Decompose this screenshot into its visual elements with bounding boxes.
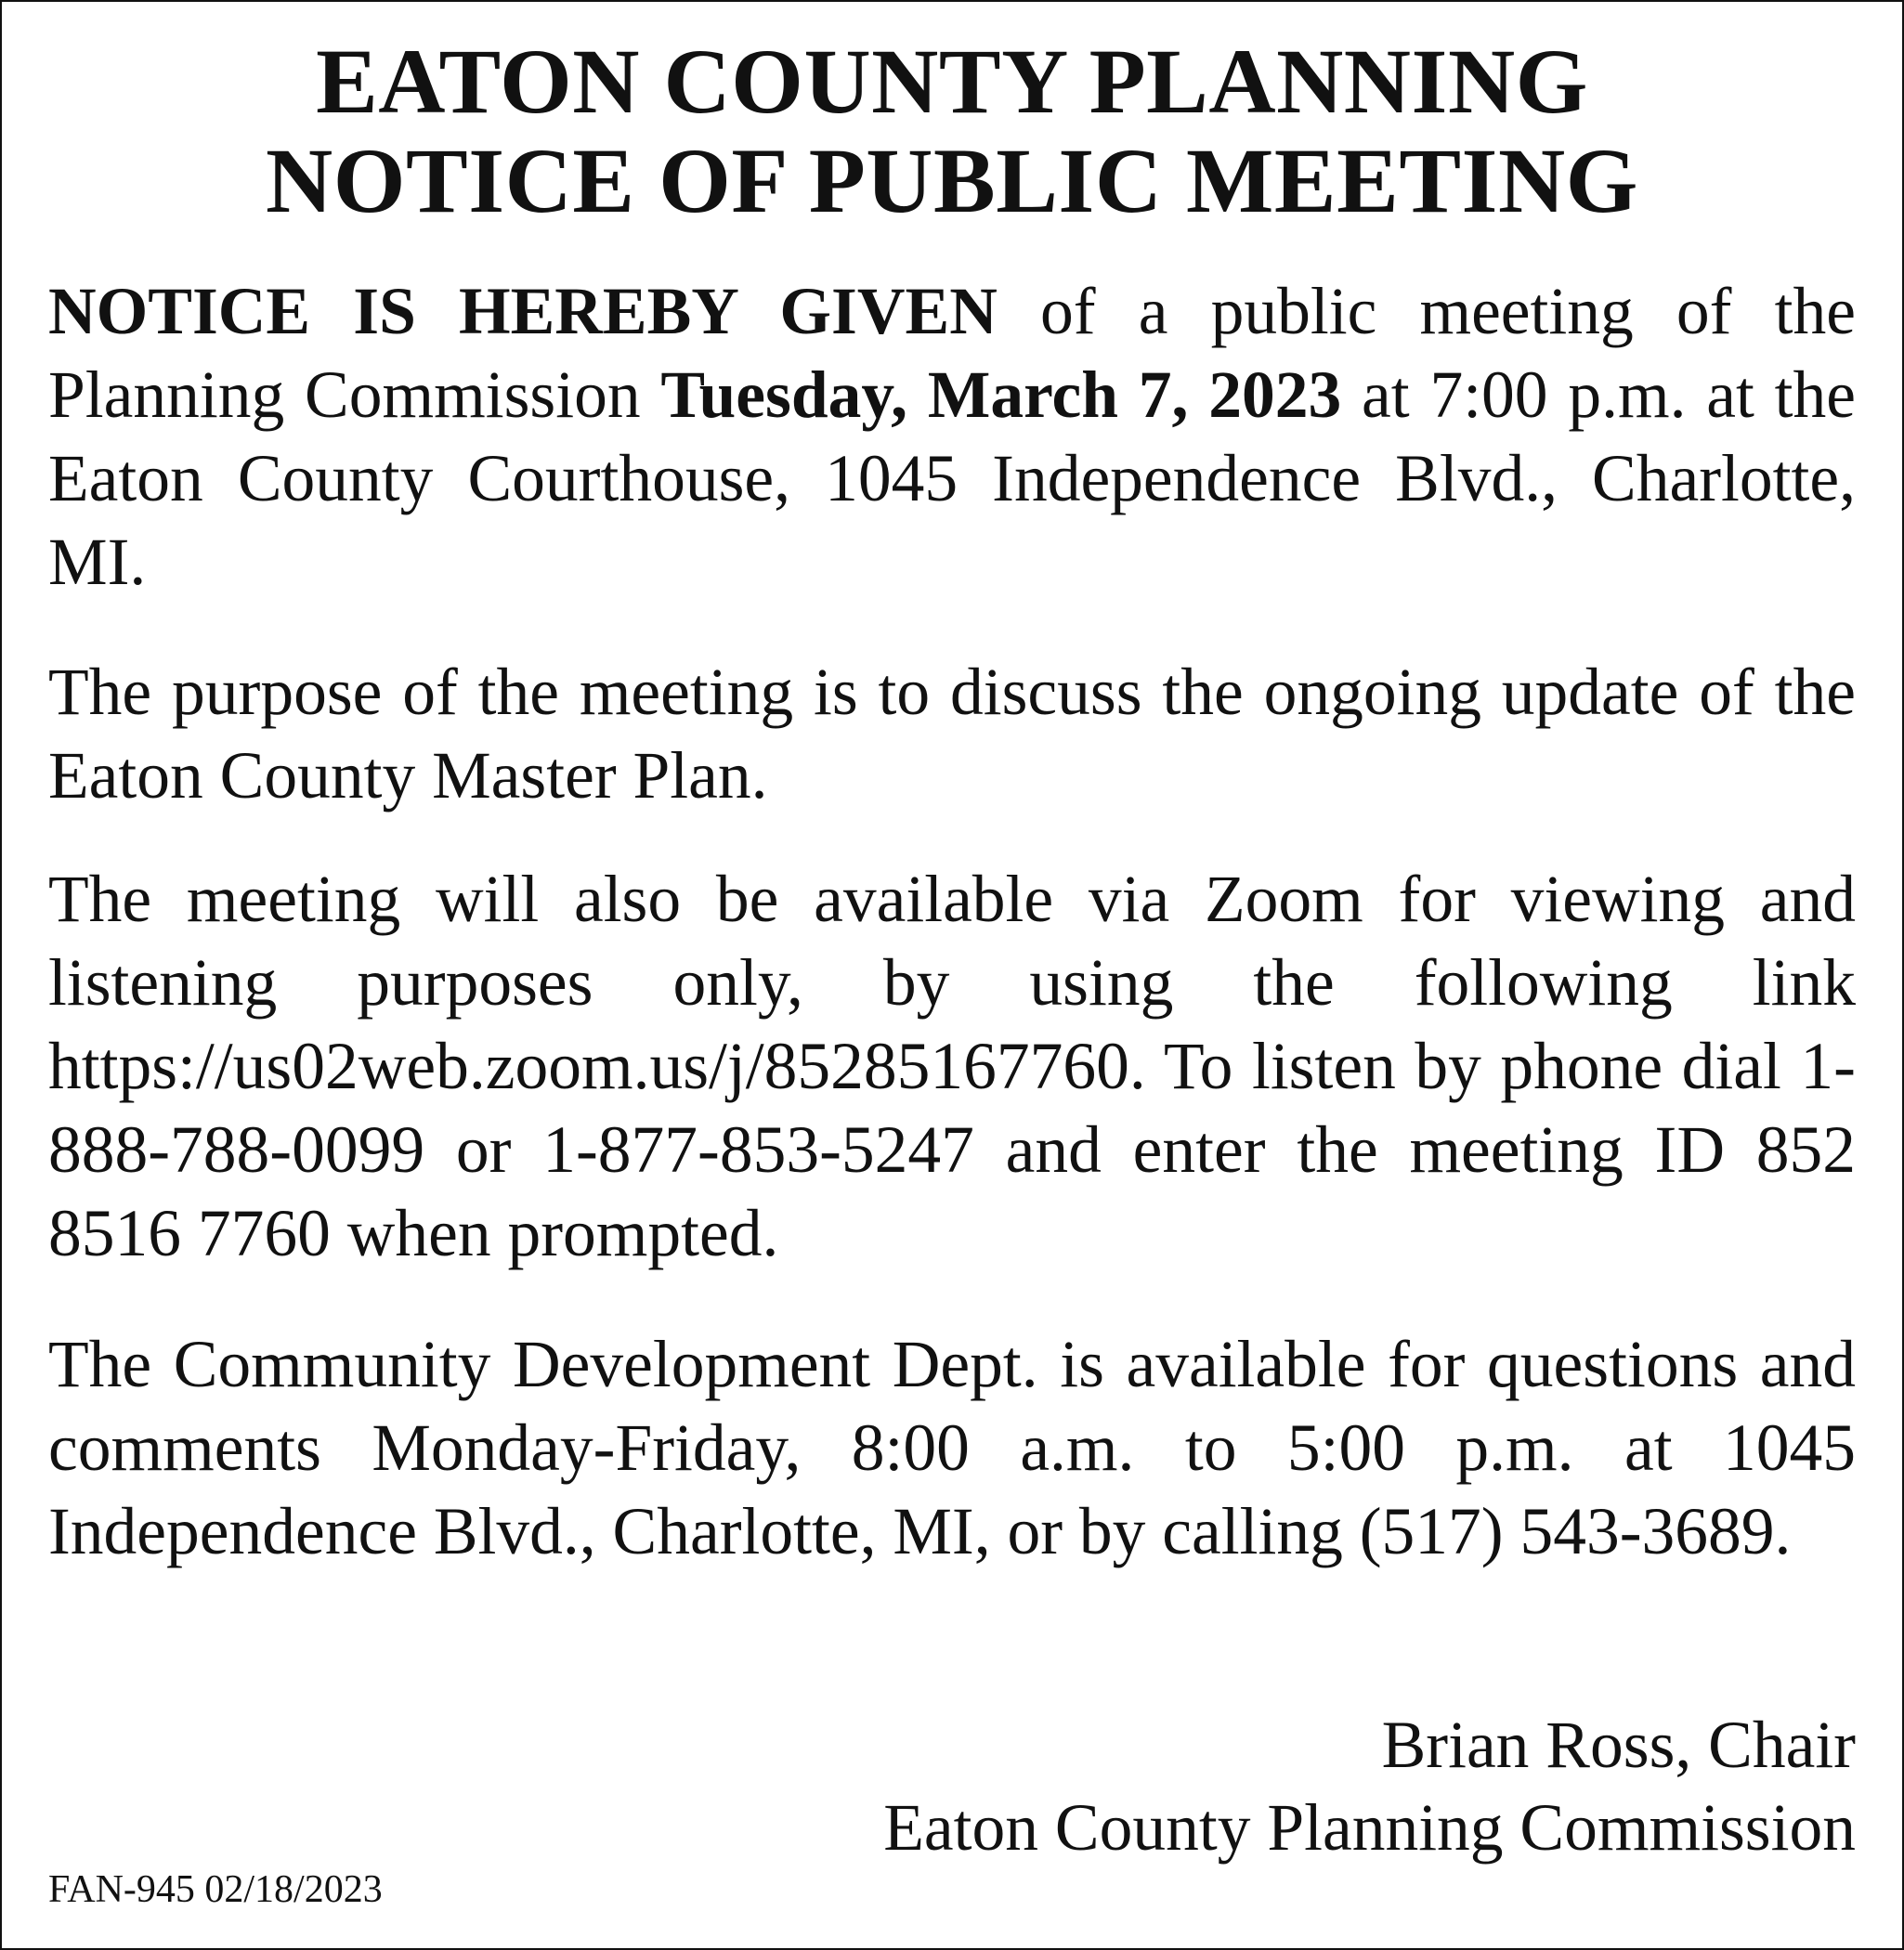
ad-reference-id: FAN-945 02/18/2023 [48, 1868, 383, 1911]
notice-text-a: of a public meeting of the Planning Commission [48, 275, 1856, 432]
signature-organization: Eaton County Planning Commission [883, 1791, 1856, 1865]
meeting-notice-paragraph [48, 270, 1856, 604]
zoom-text-b: To listen by phone dial 1-888-788-0099 or 1-877-853-5247 and enter the meeting ID 852 8516 7760 when prompted. [48, 1030, 1856, 1270]
zoom-text-a: The meeting will also be available via Zoom for viewing and listening purposes only, by using the following link [48, 863, 1856, 1020]
zoom-paragraph [48, 858, 1856, 1276]
meeting-date: Tuesday, March 7, 2023 [660, 358, 1342, 432]
signature-name: Brian Ross, Chair [1381, 1709, 1856, 1782]
zoom-link[interactable]: https://us02web.zoom.us/j/85285167760. [48, 1030, 1146, 1103]
page-title: EATON COUNTY PLANNING [316, 30, 1588, 133]
page-subtitle: NOTICE OF PUBLIC MEETING [266, 129, 1638, 232]
purpose-paragraph: The purpose of the meeting is to discuss the ongoing update of the Eaton County Master Plan. [48, 656, 1856, 812]
contact-paragraph: The Community Development Dept. is available for questions and comments Monday-Friday, 8:00 a.m. to 5:00 p.m. at 1045 Independence Blvd., Charlotte, MI, or by calling (517) 543-3689. [48, 1328, 1856, 1568]
notice-text-b: at 7:00 p.m. at the Eaton County Courthouse, 1045 Independence Blvd., Charlotte, MI. [48, 358, 1857, 599]
notice-lead: NOTICE IS HEREBY GIVEN [48, 275, 998, 348]
